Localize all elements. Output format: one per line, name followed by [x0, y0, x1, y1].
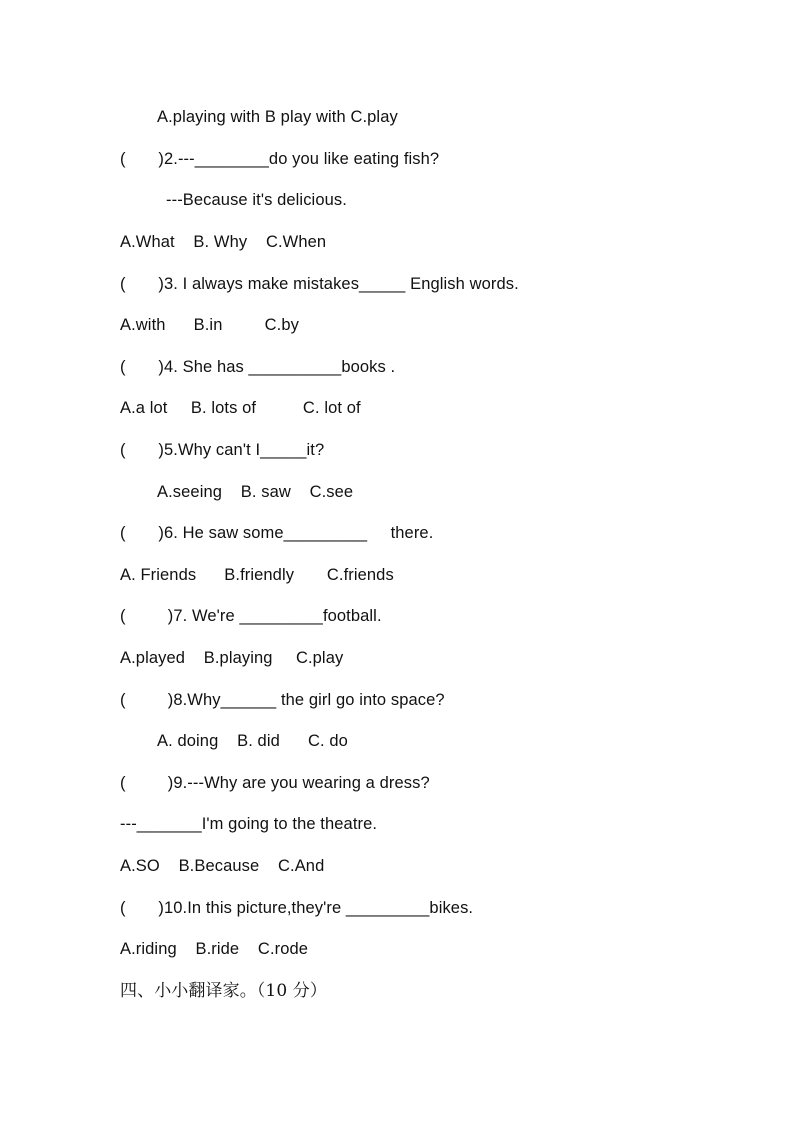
q9-options: A.SO B.Because C.And — [120, 857, 325, 875]
q2-answer: ---Because it's delicious. — [166, 191, 347, 209]
q3-question: ( )3. I always make mistakes_____ English words. — [120, 275, 519, 293]
q6-options: A. Friends B.friendly C.friends — [120, 566, 394, 584]
q7-question: ( )7. We're _________football. — [120, 607, 382, 625]
q2-question: ( )2.---________do you like eating fish? — [120, 150, 440, 168]
q10-options: A.riding B.ride C.rode — [120, 940, 309, 958]
q8-question: ( )8.Why______ the girl go into space? — [120, 691, 445, 709]
q5-question: ( )5.Why can't I_____it? — [120, 441, 325, 459]
q6-question: ( )6. He saw some_________ there. — [120, 524, 434, 542]
q3-options: A.with B.in C.by — [120, 316, 299, 334]
q7-options: A.played B.playing C.play — [120, 649, 344, 667]
q4-question: ( )4. She has __________books . — [120, 358, 396, 376]
q1-options: A.playing with B play with C.play — [157, 108, 398, 126]
q9-question: ( )9.---Why are you wearing a dress? — [120, 774, 430, 792]
q8-options: A. doing B. did C. do — [157, 732, 348, 750]
q10-question: ( )10.In this picture,they're _________bikes. — [120, 899, 474, 917]
section-heading: 四、小小翻译家。（10 分） — [120, 981, 327, 1001]
q4-options: A.a lot B. lots of C. lot of — [120, 399, 361, 417]
q2-options: A.What B. Why C.When — [120, 233, 327, 251]
q5-options: A.seeing B. saw C.see — [157, 483, 354, 501]
q9-answer: ---_______I'm going to the theatre. — [120, 815, 378, 833]
